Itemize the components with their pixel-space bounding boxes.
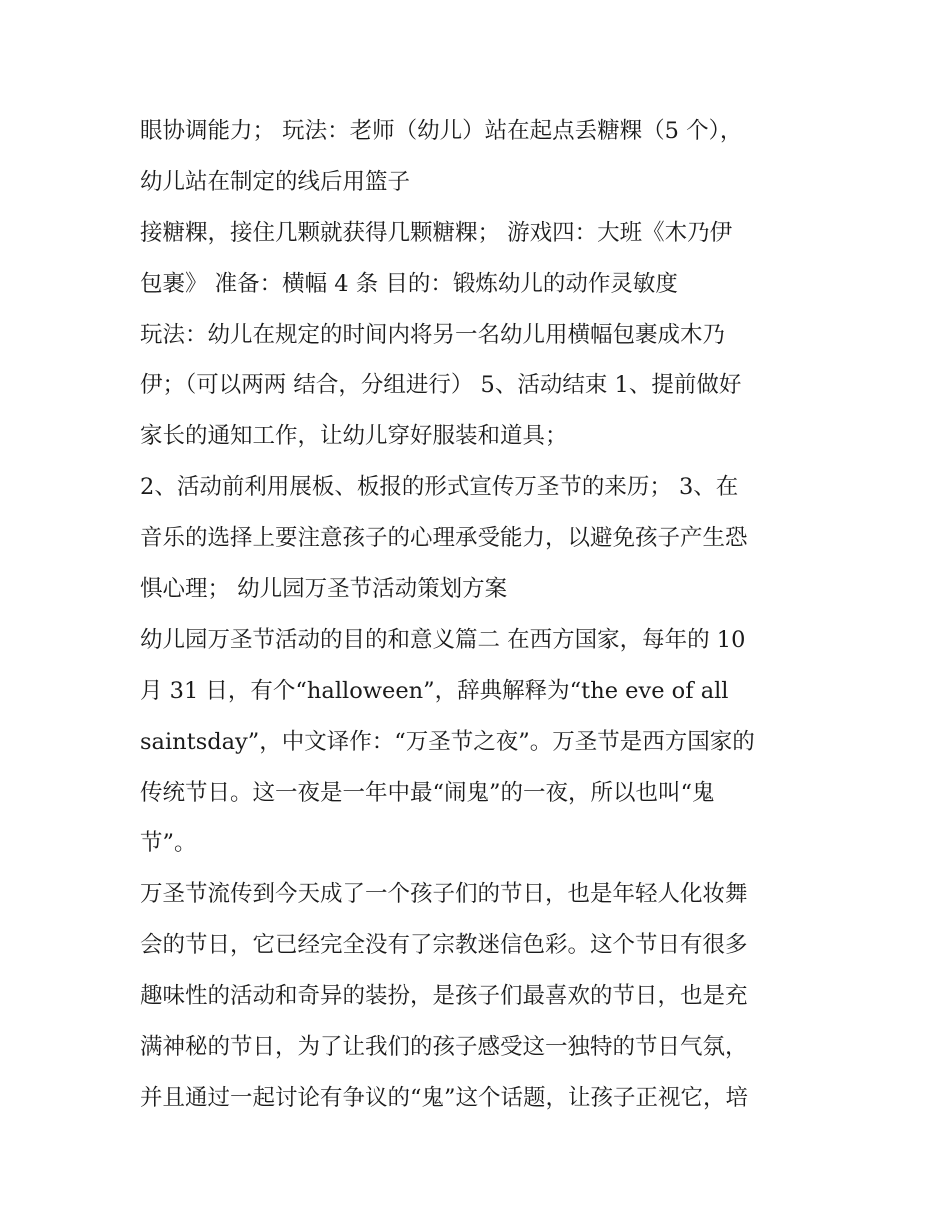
text-line-3: 接糖粿，接住几颗就获得几颗糖粿； 游戏四：大班《木乃伊 xyxy=(140,219,733,246)
text-line-6: 伊；（可以两两 结合，分组进行） 5、活动结束 1、提前做好 xyxy=(140,372,742,399)
text-line-11: 幼儿园万圣节活动的目的和意义篇二 在西方国家，每年的 10 xyxy=(140,626,746,653)
text-line-20: 并且通过一起讨论有争议的“鬼”这个话题，让孩子正视它，培 xyxy=(140,1084,749,1111)
document-body xyxy=(140,106,830,1124)
text-line-17: 会的节日，它已经完全没有了宗教迷信色彩。这个节日有很多 xyxy=(140,932,748,959)
text-line-19: 满神秘的节日，为了让我们的孩子感受这一独特的节日气氛， xyxy=(140,1034,748,1061)
text-line-1: 眼协调能力； 玩法：老师（幼儿）站在起点丢糖粿（5 个）， xyxy=(140,118,743,144)
text-line-15: 节”。 xyxy=(140,830,197,857)
text-line-5: 玩法：幼儿在规定的时间内将另一名幼儿用横幅包裹成木乃 xyxy=(140,321,726,348)
text-line-14: 传统节日。这一夜是一年中最“闹鬼”的一夜，所以也叫“鬼 xyxy=(140,779,715,806)
text-line-9: 音乐的选择上要注意孩子的心理承受能力，以避免孩子产生恐 xyxy=(140,525,748,552)
text-line-10: 惧心理； 幼儿园万圣节活动策划方案 xyxy=(140,576,508,603)
text-line-7: 家长的通知工作，让幼儿穿好服装和道具； xyxy=(140,423,568,450)
text-line-16: 万圣节流传到今天成了一个孩子们的节日，也是年轻人化妆舞 xyxy=(140,881,748,908)
text-line-12: 月 31 日，有个“halloween”，辞典解释为“the eve of all xyxy=(140,677,729,704)
text-line-2: 幼儿站在制定的线后用篮子 xyxy=(140,168,411,195)
text-line-8: 2、活动前利用展板、板报的形式宣传万圣节的来历； 3、在 xyxy=(140,474,739,501)
text-line-13: saintsday”，中文译作：“万圣节之夜”。万圣节是西方国家的 xyxy=(140,728,755,755)
text-line-4: 包裹》 准备：横幅 4 条 目的：锻炼幼儿的动作灵敏度 xyxy=(140,270,678,297)
text-line-18: 趣味性的活动和奇异的装扮，是孩子们最喜欢的节日，也是充 xyxy=(140,983,748,1010)
